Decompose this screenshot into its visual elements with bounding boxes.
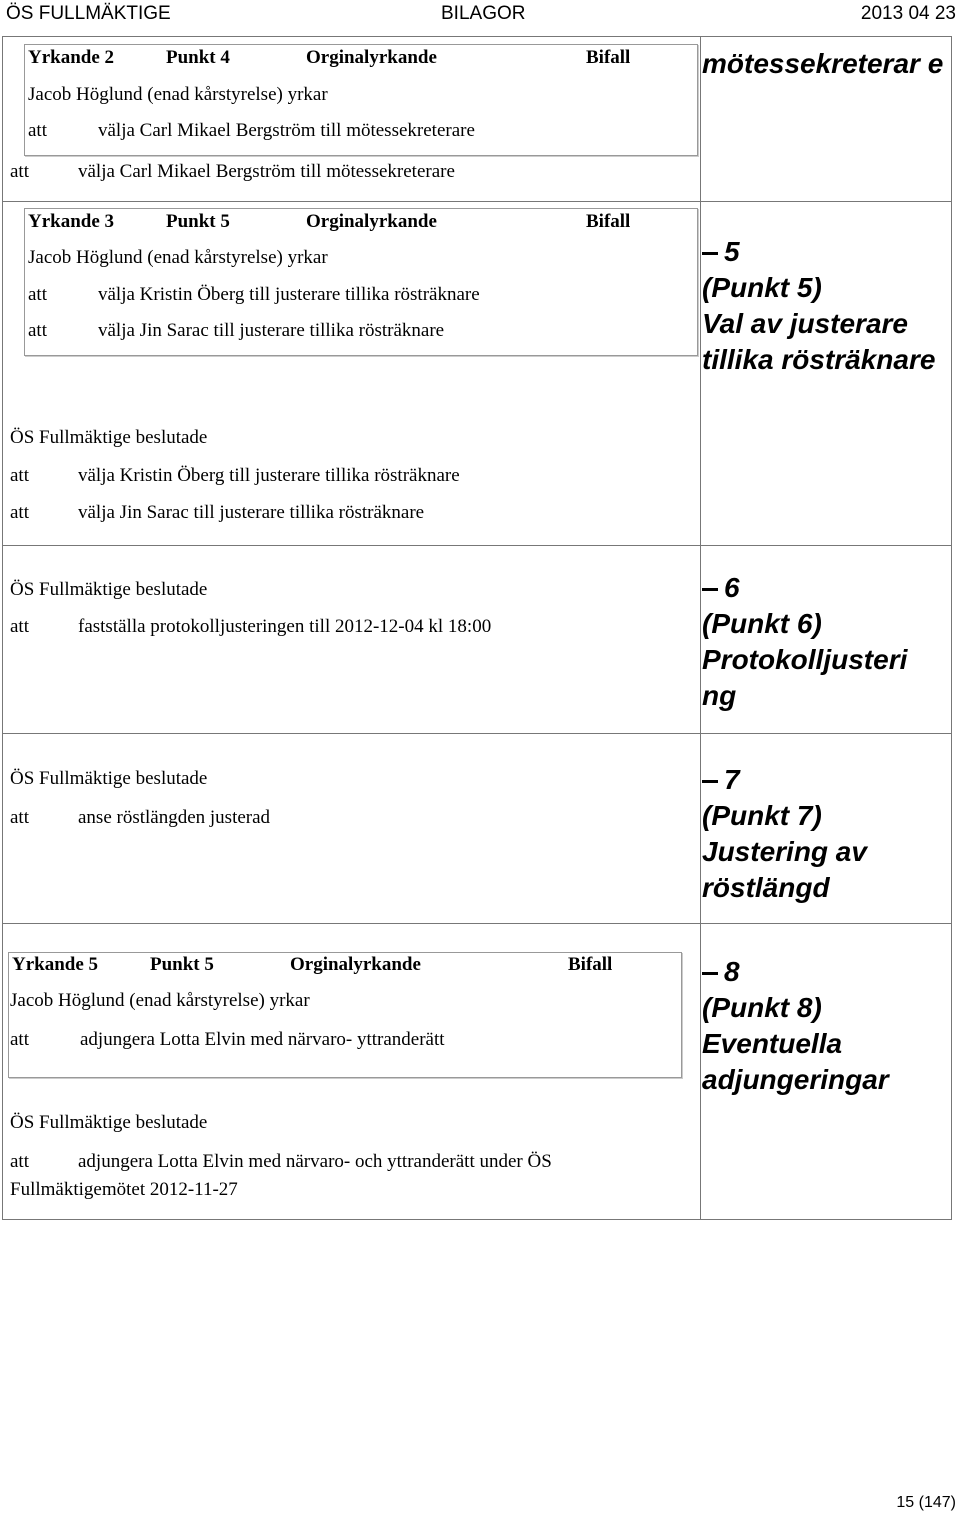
- att-text: anse röstlängden justerad: [78, 807, 271, 828]
- att-label: att: [28, 320, 47, 341]
- row-divider: [3, 201, 951, 202]
- att-label: att: [28, 284, 47, 305]
- att-text: välja Kristin Öberg till justerare tillika rösträknare: [98, 284, 480, 305]
- section-anchor-icon: [702, 762, 718, 783]
- section-title: Justering av röstlängd: [702, 836, 867, 903]
- att-text: välja Jin Sarac till justerare tillika rösträknare: [78, 502, 425, 523]
- page-number: 15 (147): [896, 1494, 956, 1511]
- yrkande-proposer: Jacob Höglund (enad kårstyrelse) yrkar: [28, 247, 328, 268]
- row-divider: [3, 545, 951, 546]
- decision-heading: ÖS Fullmäktige beslutade: [10, 1112, 208, 1133]
- att-label: att: [10, 1151, 29, 1172]
- decision-heading: ÖS Fullmäktige beslutade: [10, 579, 208, 600]
- yrkande-punkt: Punkt 4: [166, 47, 230, 68]
- section-punkt: (Punkt 7): [702, 800, 822, 831]
- section-number: 5: [724, 236, 740, 267]
- section-heading: [702, 954, 947, 1098]
- att-label: att: [10, 161, 29, 182]
- header-center: BILAGOR: [441, 3, 526, 24]
- section-heading: [702, 234, 947, 378]
- att-label: att: [10, 1029, 29, 1050]
- section-anchor-icon: [702, 954, 718, 975]
- row-divider: [3, 923, 951, 924]
- section-punkt: (Punkt 6): [702, 608, 822, 639]
- row-divider: [3, 733, 951, 734]
- decision-heading: ÖS Fullmäktige beslutade: [10, 768, 208, 789]
- att-text: fastställa protokolljusteringen till 2012-12-04 kl 18:00: [78, 616, 492, 637]
- att-text: välja Jin Sarac till justerare tillika rösträknare: [98, 320, 445, 341]
- section-title: Val av justerare tillika rösträknare: [702, 308, 936, 375]
- yrkande-decision: Bifall: [568, 954, 613, 975]
- section-punkt: (Punkt 5): [702, 272, 822, 303]
- att-text: välja Carl Mikael Bergström till mötessekreterare: [98, 120, 475, 141]
- section-anchor-icon: [702, 570, 718, 591]
- section-title: Eventuella adjungeringar: [702, 1028, 889, 1095]
- att-text: adjungera Lotta Elvin med närvaro- yttranderätt: [80, 1029, 445, 1050]
- section-anchor-icon: [702, 234, 718, 255]
- section-number: 6: [724, 572, 740, 603]
- yrkande-punkt: Punkt 5: [150, 954, 214, 975]
- att-label: att: [10, 616, 29, 637]
- yrkande-number: Yrkande 3: [28, 211, 115, 232]
- yrkande-punkt: Punkt 5: [166, 211, 230, 232]
- yrkande-type: Orginalyrkande: [306, 211, 437, 232]
- yrkande-proposer: Jacob Höglund (enad kårstyrelse) yrkar: [10, 990, 310, 1011]
- yrkande-number: Yrkande 2: [28, 47, 115, 68]
- section-number: 8: [724, 956, 740, 987]
- att-text: adjungera Lotta Elvin med närvaro- och yttranderätt under ÖS: [78, 1151, 552, 1172]
- header-left: ÖS FULLMÄKTIGE: [6, 3, 171, 24]
- att-label: att: [10, 502, 29, 523]
- yrkande-decision: Bifall: [586, 211, 631, 232]
- column-divider: [700, 37, 701, 1219]
- att-text-continued: Fullmäktigemötet 2012-11-27: [10, 1179, 238, 1200]
- section-title: Protokolljusteri ng: [702, 644, 908, 711]
- section-heading: [702, 570, 947, 714]
- yrkande-type: Orginalyrkande: [290, 954, 421, 975]
- yrkande-number: Yrkande 5: [12, 954, 99, 975]
- att-label: att: [10, 807, 29, 828]
- att-label: att: [10, 465, 29, 486]
- section-heading: [702, 762, 947, 906]
- section-number: 7: [724, 764, 740, 795]
- att-text: välja Carl Mikael Bergström till mötessekreterare: [78, 161, 455, 182]
- section-punkt: (Punkt 8): [702, 992, 822, 1023]
- header-date: 2013 04 23: [860, 3, 956, 24]
- decision-heading: ÖS Fullmäktige beslutade: [10, 427, 208, 448]
- yrkande-type: Orginalyrkande: [306, 47, 437, 68]
- yrkande-decision: Bifall: [586, 47, 631, 68]
- yrkande-proposer: Jacob Höglund (enad kårstyrelse) yrkar: [28, 84, 328, 105]
- att-text: välja Kristin Öberg till justerare tillika rösträknare: [78, 465, 460, 486]
- section-heading-continued: mötessekreterar e: [702, 48, 944, 79]
- att-label: att: [28, 120, 47, 141]
